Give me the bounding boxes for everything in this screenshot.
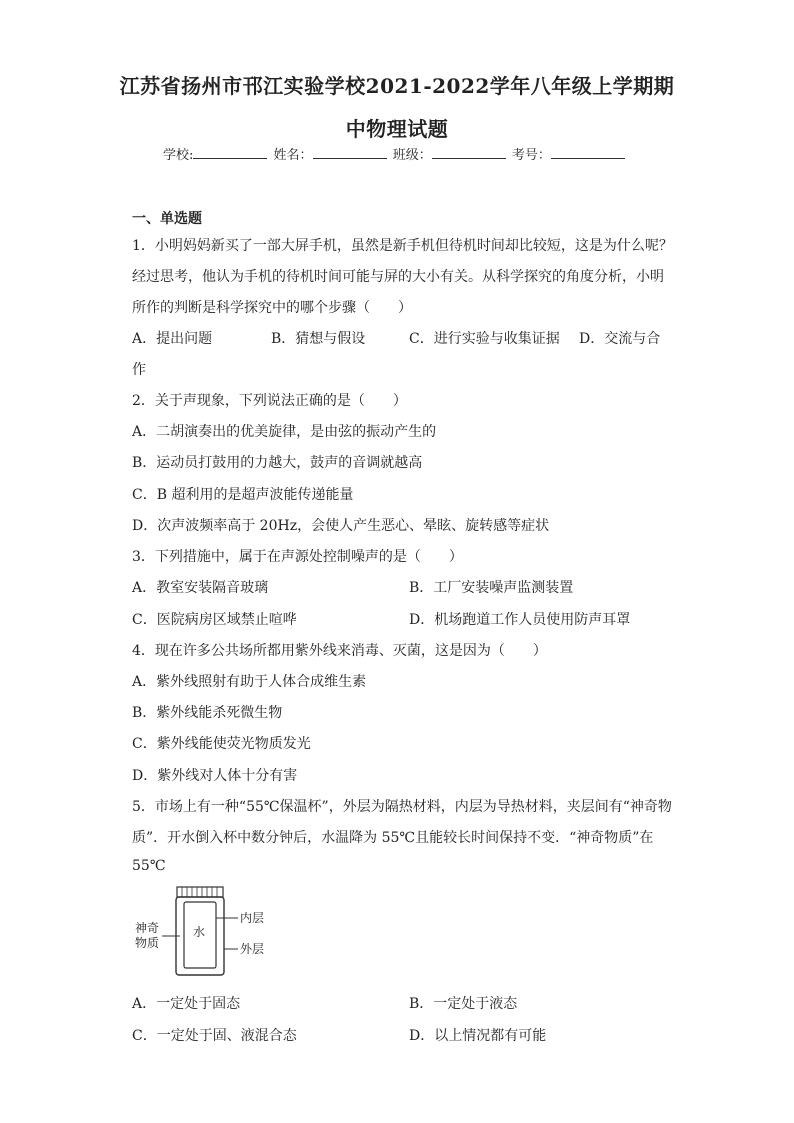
q5-option-d: D．以上情况都有可能 bbox=[409, 1028, 547, 1044]
student-info bbox=[163, 144, 627, 163]
q4-option-d: D．紫外线对人体十分有害 bbox=[132, 768, 298, 784]
q4-option-a: A．紫外线照射有助于人体合成维生素 bbox=[132, 674, 367, 690]
title-line-1: 江苏省扬州市邗江实验学校2021-2022学年八年级上学期期 bbox=[119, 74, 675, 98]
section-heading: 一、单选题 bbox=[132, 211, 202, 227]
q2-option-a: A．二胡演奏出的优美旋律，是由弦的振动产生的 bbox=[132, 424, 437, 440]
q1-line-3: 所作的判断是科学探究中的哪个步骤（ ） bbox=[132, 300, 412, 316]
q3-option-c: C．医院病房区域禁止喧哗 bbox=[132, 612, 297, 628]
school-blank bbox=[193, 146, 267, 159]
class-label: 班级： bbox=[392, 148, 432, 163]
water-label: 水 bbox=[193, 925, 206, 939]
q2-option-c: C．B 超利用的是超声波能传递能量 bbox=[132, 487, 354, 503]
name-label: 姓名： bbox=[273, 148, 313, 163]
q1-option-d: D．交流与合 bbox=[579, 331, 661, 347]
q2-option-b: B．运动员打鼓用的力越大，鼓声的音调就越高 bbox=[132, 455, 423, 471]
exam-no-blank bbox=[551, 146, 625, 159]
q1-line-1: 1．小明妈妈新买了一部大屏手机，虽然是新手机但待机时间却比较短，这是为什么呢？ bbox=[132, 238, 673, 254]
q1-option-d-cont: 作 bbox=[132, 362, 146, 378]
q5-option-a: A．一定处于固态 bbox=[132, 996, 241, 1012]
cup-lid bbox=[177, 887, 223, 897]
q2-stem: 2．关于声现象，下列说法正确的是（ ） bbox=[132, 393, 407, 409]
q5-option-c: C．一定处于固、液混合态 bbox=[132, 1028, 297, 1044]
school-label: 学校: bbox=[163, 148, 194, 163]
magic-substance-label-1: 神奇 bbox=[135, 921, 160, 935]
q1-option-a: A．提出问题 bbox=[132, 331, 213, 347]
inner-layer-label: 内层 bbox=[240, 911, 265, 925]
q3-option-b: B．工厂安装噪声监测装置 bbox=[409, 580, 574, 596]
q5-line-1: 5．市场上有一种“55℃保温杯”，外层为隔热材料，内层为导热材料，夹层间有“神奇物 bbox=[132, 799, 672, 815]
q5-line-2: 质”．开水倒入杯中数分钟后，水温降为 55℃且能较长时间保持不变．“神奇物质”在 bbox=[132, 830, 654, 846]
title-line-2: 中物理试题 bbox=[345, 117, 449, 141]
class-blank bbox=[432, 146, 506, 159]
q5-option-b: B．一定处于液态 bbox=[409, 996, 518, 1012]
thermos-cup-diagram bbox=[132, 884, 272, 984]
name-blank bbox=[313, 146, 387, 159]
q1-option-c: C．进行实验与收集证据 bbox=[409, 331, 560, 347]
q5-line-3: 55℃ bbox=[132, 858, 166, 874]
q3-option-d: D．机场跑道工作人员使用防声耳罩 bbox=[409, 612, 631, 628]
q1-line-2: 经过思考，他认为手机的待机时间可能与屏的大小有关。从科学探究的角度分析，小明 bbox=[132, 269, 664, 285]
outer-layer-label: 外层 bbox=[240, 942, 265, 956]
exam-no-label: 考号： bbox=[511, 148, 551, 163]
q4-stem: 4．现在许多公共场所都用紫外线来消毒、灭菌，这是因为（ ） bbox=[132, 643, 547, 659]
q1-option-b: B．猜想与假设 bbox=[271, 331, 366, 347]
q2-option-d: D．次声波频率高于 20Hz，会使人产生恶心、晕眩、旋转感等症状 bbox=[132, 518, 550, 534]
q4-option-b: B．紫外线能杀死微生物 bbox=[132, 705, 283, 721]
q3-option-a: A．教室安装隔音玻璃 bbox=[132, 580, 269, 596]
magic-substance-label-2: 物质 bbox=[135, 936, 160, 950]
q3-stem: 3．下列措施中，属于在声源处控制噪声的是（ ） bbox=[132, 549, 463, 565]
q4-option-c: C．紫外线能使荧光物质发光 bbox=[132, 736, 311, 752]
